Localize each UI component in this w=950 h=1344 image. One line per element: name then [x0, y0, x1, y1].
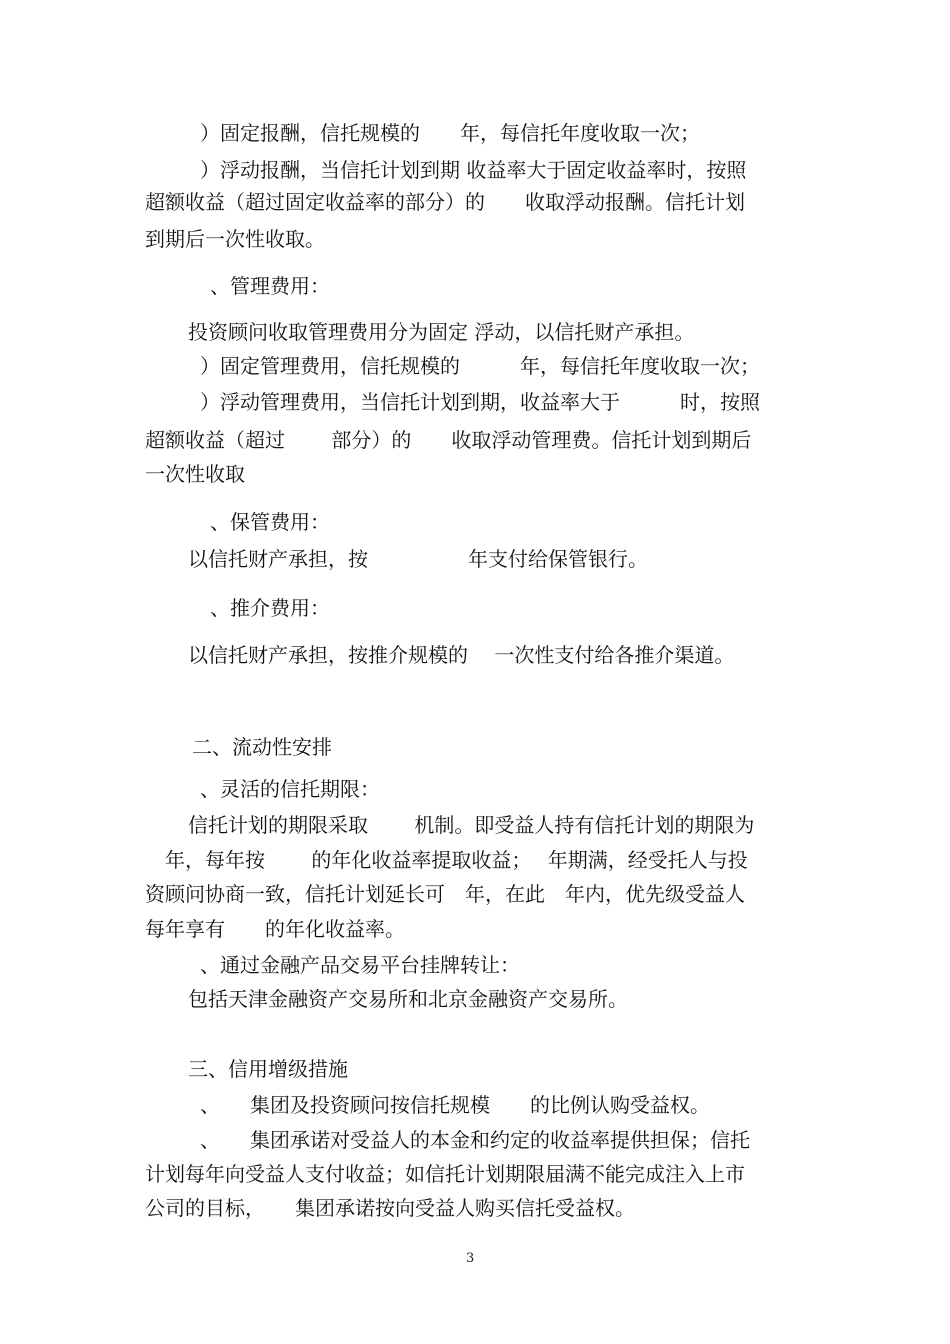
text-line: ）浮动管理费用，当信托计划到期，收益率大于 时，按照 — [200, 390, 760, 414]
text-line: 、 集团及投资顾问按信托规模 的比例认购受益权。 — [200, 1093, 710, 1117]
text-line: 计划每年向受益人支付收益；如信托计划期限届满不能完成注入上市 — [145, 1162, 745, 1186]
text-line: 、管理费用： — [210, 274, 330, 298]
text-line: 投资顾问收取管理费用分为固定 浮动，以信托财产承担。 — [188, 320, 695, 344]
page-number: 3 — [466, 1251, 475, 1266]
text-line: 公司的目标， 集团承诺按向受益人购买信托受益权。 — [145, 1196, 635, 1220]
text-line: 、 集团承诺对受益人的本金和约定的收益率提供担保；信托 — [200, 1128, 750, 1152]
text-line: ）浮动报酬，当信托计划到期 收益率大于固定收益率时，按照 — [200, 158, 747, 182]
text-line: 以信托财产承担，按推介规模的 一次性支付给各推介渠道。 — [188, 643, 735, 667]
text-line: 包括天津金融资产交易所和北京金融资产交易所。 — [188, 987, 628, 1011]
text-line: 、通过金融产品交易平台挂牌转让： — [200, 953, 520, 977]
text-line: 信托计划的期限采取 机制。即受益人持有信托计划的期限为 — [188, 813, 755, 837]
text-line: 三、信用增级措施 — [188, 1057, 348, 1081]
text-line: 超额收益（超过 部分）的 收取浮动管理费。信托计划到期后 — [145, 428, 752, 452]
text-line: 以信托财产承担，按 年支付给保管银行。 — [188, 547, 648, 571]
text-line: 、保管费用： — [210, 510, 330, 534]
text-line: 资顾问协商一致，信托计划延长可 年，在此 年内，优先级受益人 — [145, 882, 745, 906]
text-line: 年，每年按 的年化收益率提取收益； 年期满，经受托人与投 — [165, 848, 748, 872]
text-line: 每年享有 的年化收益率。 — [145, 917, 405, 941]
text-line: ）固定报酬，信托规模的 年，每信托年度收取一次； — [200, 121, 700, 145]
text-line: 到期后一次性收取。 — [145, 227, 325, 251]
text-line: 超额收益（超过固定收益率的部分）的 收取浮动报酬。信托计划 — [145, 190, 745, 214]
text-line: 、推介费用： — [210, 596, 330, 620]
text-line: 、灵活的信托期限： — [200, 777, 380, 801]
text-line: ）固定管理费用，信托规模的 年，每信托年度收取一次； — [200, 354, 760, 378]
text-line: 一次性收取 — [145, 462, 245, 486]
text-line: 二、流动性安排 — [192, 735, 332, 759]
